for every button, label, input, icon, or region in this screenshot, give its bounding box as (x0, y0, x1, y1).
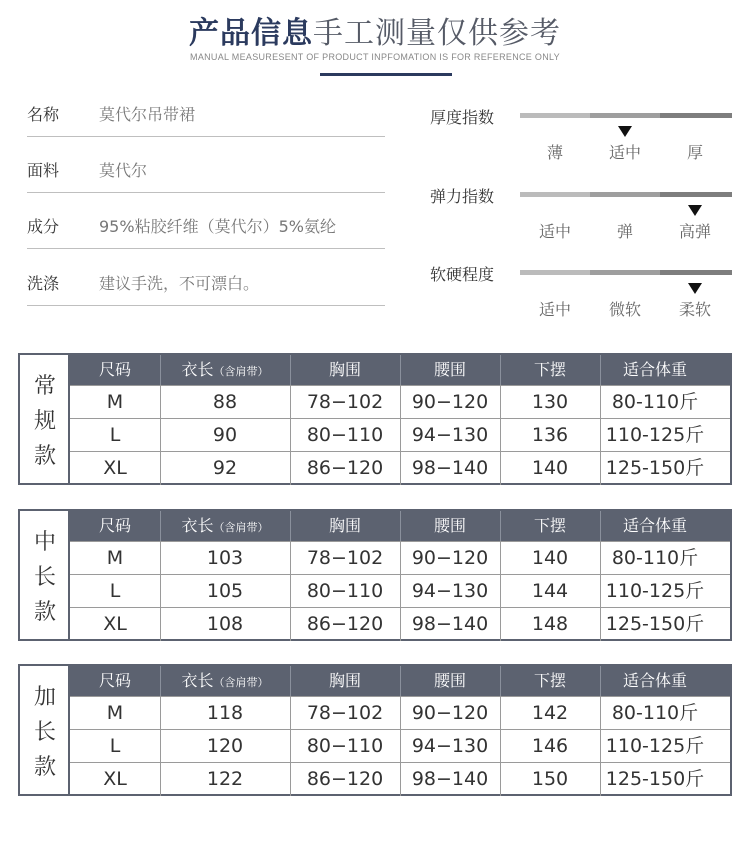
table-cell-length: 103 (206, 547, 244, 569)
category-char: 中 (33, 530, 56, 555)
table-cell-weight: 110-125斤 (605, 424, 705, 446)
column-header (400, 355, 500, 385)
cell-divider (160, 763, 161, 796)
column-header-label: 尺码 (98, 671, 131, 690)
softness-index (430, 262, 735, 322)
page-subtitle: MANUAL MEASURESENT OF PRODUCT INPFOMATION IS FOR REFERENCE ONLY (190, 52, 560, 62)
bar-segment (660, 113, 732, 118)
category-char: 款 (33, 444, 56, 469)
column-header-label: 适合体重 (622, 516, 687, 535)
page-title (0, 8, 750, 52)
column-header (500, 511, 600, 541)
info-row-composition (27, 209, 385, 249)
cell-divider (160, 386, 161, 419)
bar-segment (520, 113, 590, 118)
page-header (0, 0, 750, 80)
table-cell-length: 122 (206, 768, 244, 790)
index-option: 薄 (546, 143, 563, 162)
column-header (70, 666, 160, 696)
header-divider (290, 355, 291, 385)
cell-divider (400, 386, 401, 419)
cell-divider (290, 697, 291, 730)
table-cell-size: M (106, 547, 124, 569)
bar-segment (520, 192, 590, 197)
column-header-label: 适合体重 (622, 360, 687, 379)
table-row (70, 418, 730, 451)
cell-divider (400, 608, 401, 641)
cell-divider (290, 419, 291, 452)
table-cell-hem: 140 (531, 457, 569, 479)
cell-divider (500, 386, 501, 419)
cell-divider (500, 575, 501, 608)
table-cell-hem: 150 (531, 768, 569, 790)
index-option: 柔软 (678, 300, 711, 319)
index-option: 微软 (608, 300, 641, 319)
info-row-name (27, 97, 385, 137)
cell-divider (500, 542, 501, 575)
table-cell-weight: 110-125斤 (605, 580, 705, 602)
cell-divider (600, 542, 601, 575)
cell-divider (400, 697, 401, 730)
header-divider (290, 511, 291, 541)
info-row-fabric (27, 153, 385, 193)
cell-divider (500, 608, 501, 641)
column-header (400, 511, 500, 541)
table-cell-waist: 94−130 (411, 735, 489, 757)
info-value: 莫代尔吊带裙 (99, 105, 196, 124)
table-cell-length: 92 (212, 457, 238, 479)
table-cell-weight: 125-150斤 (605, 613, 705, 635)
bar-segment (520, 270, 590, 275)
table-cell-chest: 78−102 (306, 547, 384, 569)
table-cell-weight: 80-110斤 (611, 702, 699, 724)
header-divider (600, 355, 601, 385)
size-table (18, 664, 732, 796)
info-row-washing (27, 266, 385, 306)
column-header-note: （含肩带） (213, 365, 269, 378)
cell-divider (290, 608, 291, 641)
table-cell-length: 105 (206, 580, 244, 602)
cell-divider (400, 419, 401, 452)
bar-segment (660, 270, 732, 275)
category-char: 款 (33, 600, 56, 625)
table-cell-weight: 110-125斤 (605, 735, 705, 757)
cell-divider (290, 763, 291, 796)
column-header (160, 511, 290, 541)
header-divider (600, 666, 601, 696)
cell-divider (400, 730, 401, 763)
table-cell-chest: 78−102 (306, 391, 384, 413)
index-option: 弹 (616, 222, 633, 241)
title-light: 手工测量仅供参考 (313, 16, 561, 51)
category-char: 常 (33, 374, 56, 399)
header-divider (600, 511, 601, 541)
size-table (18, 509, 732, 641)
column-header-note: （含肩带） (213, 676, 269, 689)
table-header-row (70, 355, 730, 385)
column-header-label: 下摆 (533, 516, 566, 535)
cell-divider (400, 575, 401, 608)
table-cell-weight: 125-150斤 (605, 457, 705, 479)
table-cell-hem: 148 (531, 613, 569, 635)
table-row (70, 541, 730, 574)
category-char: 款 (33, 755, 56, 780)
table-header-row (70, 666, 730, 696)
bar-segment (590, 113, 660, 118)
table-row (70, 607, 730, 640)
cell-divider (500, 419, 501, 452)
cell-divider (160, 542, 161, 575)
table-cell-size: XL (103, 768, 127, 790)
cell-divider (600, 730, 601, 763)
header-divider (400, 511, 401, 541)
table-cell-weight: 80-110斤 (611, 391, 699, 413)
category-char: 长 (33, 720, 56, 745)
table-cell-chest: 80−110 (306, 735, 384, 757)
header-divider (400, 666, 401, 696)
index-option: 高弹 (678, 222, 711, 241)
column-header-label: 下摆 (533, 671, 566, 690)
table-cell-chest: 86−120 (306, 768, 384, 790)
cell-divider (600, 386, 601, 419)
table-row (70, 762, 730, 795)
column-header-label: 尺码 (98, 360, 131, 379)
table-header-row (70, 511, 730, 541)
column-header-note: （含肩带） (213, 521, 269, 534)
table-row (70, 385, 730, 418)
table-cell-hem: 136 (531, 424, 569, 446)
cell-divider (600, 763, 601, 796)
cell-divider (500, 763, 501, 796)
column-header-label: 适合体重 (622, 671, 687, 690)
table-cell-chest: 86−120 (306, 457, 384, 479)
table-cell-weight: 80-110斤 (611, 547, 699, 569)
column-header-label: 腰围 (433, 360, 466, 379)
table-cell-hem: 140 (531, 547, 569, 569)
cell-divider (600, 452, 601, 485)
info-label: 洗涤 (27, 274, 60, 293)
bar-segment (660, 192, 732, 197)
table-cell-waist: 98−140 (411, 613, 489, 635)
table-cell-waist: 90−120 (411, 702, 489, 724)
column-header (400, 666, 500, 696)
index-option: 适中 (538, 300, 571, 319)
column-header (290, 511, 400, 541)
cell-divider (400, 763, 401, 796)
cell-divider (160, 575, 161, 608)
column-header-label: 衣长 (181, 360, 214, 379)
column-header (160, 355, 290, 385)
cell-divider (160, 608, 161, 641)
category-char: 加 (33, 685, 56, 710)
table-cell-length: 120 (206, 735, 244, 757)
table-cell-length: 118 (206, 702, 244, 724)
index-label: 厚度指数 (430, 108, 495, 127)
column-header-label: 衣长 (181, 516, 214, 535)
index-marker-icon (618, 126, 632, 137)
cell-divider (290, 730, 291, 763)
thickness-index (430, 105, 735, 165)
table-cell-size: L (109, 580, 121, 602)
table-cell-weight: 125-150斤 (605, 768, 705, 790)
column-header-label: 腰围 (433, 671, 466, 690)
cell-divider (400, 452, 401, 485)
column-header (290, 666, 400, 696)
column-header (600, 666, 710, 696)
column-header (160, 666, 290, 696)
info-label: 面料 (27, 161, 60, 180)
table-cell-waist: 98−140 (411, 457, 489, 479)
bar-segment (590, 192, 660, 197)
table-cell-size: L (109, 735, 121, 757)
column-header-label: 胸围 (328, 360, 361, 379)
column-header (600, 355, 710, 385)
table-cell-waist: 98−140 (411, 768, 489, 790)
info-value: 95%粘胶纤维（莫代尔）5%氨纶 (99, 217, 336, 236)
header-divider (160, 355, 161, 385)
table-row (70, 729, 730, 762)
cell-divider (500, 452, 501, 485)
info-label: 成分 (27, 217, 60, 236)
table-category (20, 511, 70, 639)
header-divider (400, 355, 401, 385)
bar-segment (590, 270, 660, 275)
table-cell-size: XL (103, 613, 127, 635)
cell-divider (600, 419, 601, 452)
column-header (70, 511, 160, 541)
index-marker-icon (688, 205, 702, 216)
table-cell-length: 88 (212, 391, 238, 413)
table-row (70, 451, 730, 484)
size-table (18, 353, 732, 485)
table-row (70, 574, 730, 607)
cell-divider (600, 575, 601, 608)
cell-divider (290, 386, 291, 419)
table-cell-size: L (109, 424, 121, 446)
header-divider (500, 511, 501, 541)
table-cell-hem: 142 (531, 702, 569, 724)
table-cell-waist: 90−120 (411, 547, 489, 569)
elasticity-index (430, 184, 735, 244)
column-header-label: 胸围 (328, 671, 361, 690)
column-header-label: 尺码 (98, 516, 131, 535)
table-cell-chest: 86−120 (306, 613, 384, 635)
column-header-label: 胸围 (328, 516, 361, 535)
table-cell-size: M (106, 391, 124, 413)
cell-divider (400, 542, 401, 575)
index-label: 弹力指数 (430, 187, 495, 206)
title-underline (320, 73, 452, 76)
header-divider (160, 666, 161, 696)
index-marker-icon (688, 283, 702, 294)
header-divider (160, 511, 161, 541)
info-value: 莫代尔 (99, 161, 148, 180)
cell-divider (500, 697, 501, 730)
cell-divider (600, 697, 601, 730)
title-bold: 产品信息 (189, 16, 313, 51)
index-option: 适中 (608, 143, 641, 162)
cell-divider (160, 419, 161, 452)
table-cell-chest: 80−110 (306, 580, 384, 602)
table-cell-hem: 146 (531, 735, 569, 757)
column-header-label: 下摆 (533, 360, 566, 379)
cell-divider (160, 730, 161, 763)
cell-divider (160, 697, 161, 730)
header-divider (500, 666, 501, 696)
table-cell-chest: 80−110 (306, 424, 384, 446)
header-divider (500, 355, 501, 385)
cell-divider (290, 452, 291, 485)
info-label: 名称 (27, 105, 60, 124)
table-cell-size: XL (103, 457, 127, 479)
column-header-label: 腰围 (433, 516, 466, 535)
index-option: 适中 (538, 222, 571, 241)
table-category (20, 355, 70, 483)
cell-divider (290, 575, 291, 608)
table-row (70, 696, 730, 729)
info-value: 建议手洗，不可漂白。 (99, 274, 260, 293)
table-cell-length: 108 (206, 613, 244, 635)
table-cell-chest: 78−102 (306, 702, 384, 724)
table-category (20, 666, 70, 794)
index-label: 软硬程度 (430, 265, 495, 284)
table-cell-waist: 94−130 (411, 580, 489, 602)
column-header (600, 511, 710, 541)
column-header (290, 355, 400, 385)
table-cell-hem: 144 (531, 580, 569, 602)
table-cell-hem: 130 (531, 391, 569, 413)
category-char: 长 (33, 565, 56, 590)
column-header (70, 355, 160, 385)
header-divider (290, 666, 291, 696)
cell-divider (290, 542, 291, 575)
column-header (500, 355, 600, 385)
cell-divider (600, 608, 601, 641)
column-header-label: 衣长 (181, 671, 214, 690)
column-header (500, 666, 600, 696)
category-char: 规 (33, 409, 56, 434)
table-cell-size: M (106, 702, 124, 724)
table-cell-waist: 94−130 (411, 424, 489, 446)
table-cell-length: 90 (212, 424, 238, 446)
cell-divider (500, 730, 501, 763)
cell-divider (160, 452, 161, 485)
index-option: 厚 (686, 143, 703, 162)
table-cell-waist: 90−120 (411, 391, 489, 413)
